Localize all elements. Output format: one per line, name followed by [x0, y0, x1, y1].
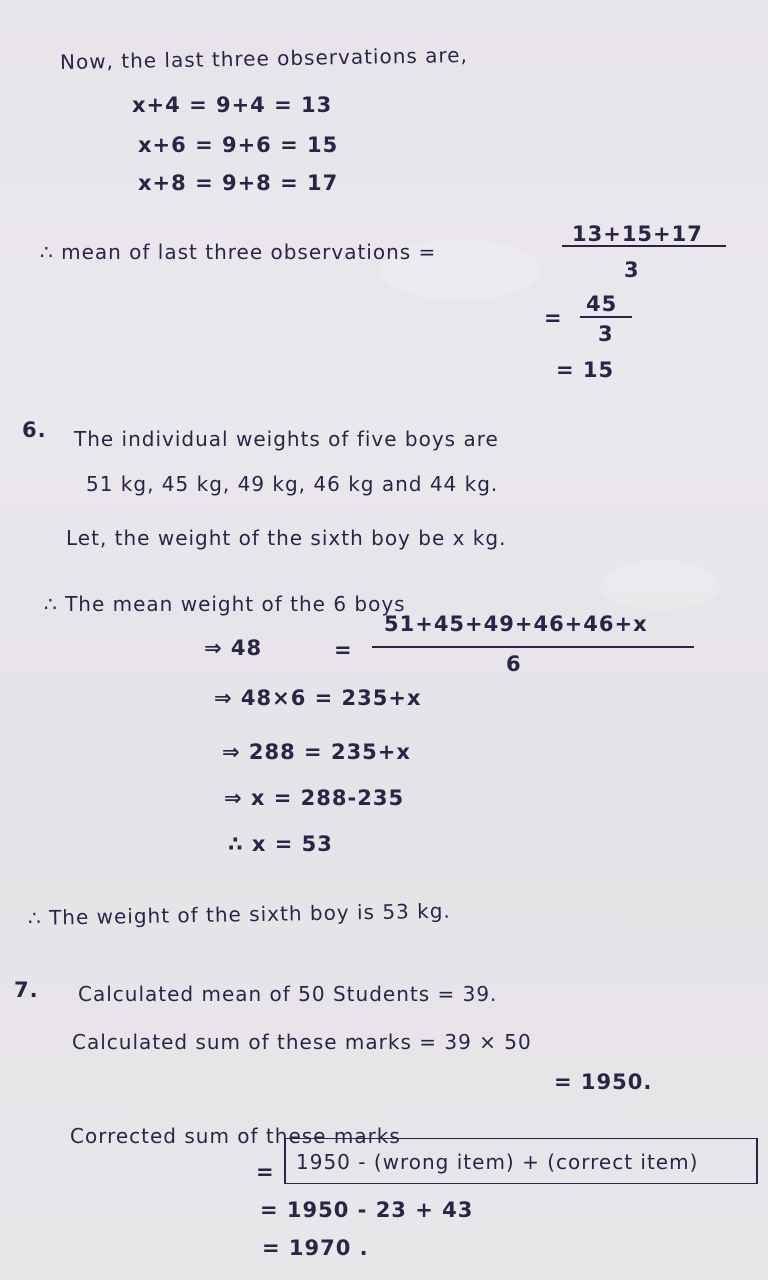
question-number: 6. — [22, 418, 47, 442]
fraction-numerator: 13+15+17 — [572, 222, 703, 246]
question-text: Corrected sum of these marks — [70, 1124, 401, 1148]
question-text: Let, the weight of the sixth boy be x kg. — [66, 526, 507, 550]
equation-line: ⇒ 48×6 = 235+x — [214, 686, 422, 710]
mean-label: ∴ mean of last three observations = — [40, 240, 437, 264]
equation-line: x+6 = 9+6 = 15 — [138, 133, 339, 157]
question-text: Calculated sum of these marks = 39 × 50 — [72, 1030, 532, 1054]
equation-line: ⇒ 288 = 235+x — [222, 740, 411, 764]
equals-sign: = — [334, 638, 353, 662]
conclusion-line: ∴ The weight of the sixth boy is 53 kg. — [27, 898, 451, 930]
fraction-numerator: 45 — [586, 292, 618, 316]
fraction-bar — [372, 646, 694, 648]
equation-line: x+8 = 9+8 = 17 — [138, 171, 339, 195]
fraction-denominator: 3 — [598, 322, 614, 346]
equals-sign: = — [544, 306, 563, 330]
fraction-denominator: 3 — [624, 258, 640, 282]
equation-line: x+4 = 9+4 = 13 — [132, 93, 333, 117]
result-line: = 1970 . — [262, 1236, 369, 1260]
equation-line: = 1950 - 23 + 43 — [260, 1198, 474, 1222]
fraction-denominator: 6 — [506, 652, 522, 676]
intro-line: Now, the last three observations are, — [59, 42, 469, 74]
bracketed-expression: 1950 - (wrong item) + (correct item) — [296, 1150, 699, 1174]
equation-left: ⇒ 48 — [204, 636, 263, 660]
question-number: 7. — [14, 978, 39, 1002]
fraction-bar — [562, 245, 726, 247]
question-text: The individual weights of five boys are — [74, 427, 499, 451]
fraction-bar — [580, 316, 632, 318]
equation-line: ⇒ x = 288-235 — [224, 786, 405, 810]
paper-smudge — [600, 560, 720, 610]
question-text: Calculated mean of 50 Students = 39. — [78, 982, 498, 1006]
result-line: = 15 — [556, 358, 615, 382]
question-text: ∴ The mean weight of the 6 boys — [44, 592, 406, 616]
equation-line: ∴ x = 53 — [228, 832, 333, 856]
equals-sign: = — [256, 1160, 275, 1184]
result-line: = 1950. — [554, 1070, 653, 1094]
fraction-numerator: 51+45+49+46+46+x — [384, 612, 648, 636]
question-text: 51 kg, 45 kg, 49 kg, 46 kg and 44 kg. — [86, 472, 499, 496]
